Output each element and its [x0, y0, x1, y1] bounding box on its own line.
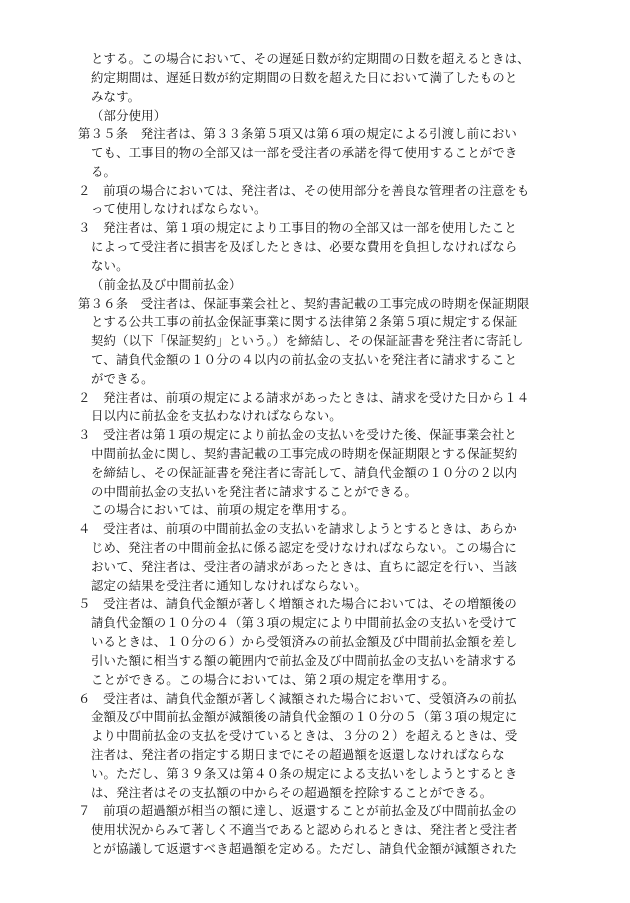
- text-line: 使用状況からみて著しく不適当であると認められるときは、発注者と受注者: [91, 822, 518, 837]
- text-line: とが協議して返還すべき超過額を定める。ただし、請負代金額が減額された: [91, 841, 518, 856]
- section-heading: （前金払及び中間前払金）: [91, 277, 242, 292]
- text-line: によって受注者に損害を及ぼしたときは、必要な費用を負担しなければなら: [91, 239, 518, 254]
- paragraph-start: ５ 受注者は、請負代金額が著しく増額された場合においては、その増額後の: [78, 596, 517, 611]
- text-line: を締結し、その保証証書を発注者に寄託して、請負代金額の１０分の２以内: [91, 465, 518, 480]
- text-line: い。ただし、第３９条又は第４０条の規定による支払いをしようとするとき: [91, 766, 518, 781]
- text-line: 金額及び中間前払金額が減額後の請負代金額の１０分の５（第３項の規定に: [91, 709, 518, 724]
- text-line: 日以内に前払金を支払わなければならない。: [91, 408, 342, 423]
- text-line: じめ、発注者の中間前金払に係る認定を受けなければならない。この場合に: [91, 540, 517, 555]
- text-line: ができる。: [91, 371, 154, 386]
- paragraph-start: ４ 受注者は、前項の中間前払金の支払いを請求しようとするときは、あらか: [78, 521, 517, 536]
- text-line: 引いた額に相当する額の範囲内で前払金及び中間前払金の支払いを請求する: [91, 653, 518, 668]
- paragraph-start: ３ 発注者は、第１項の規定により工事目的物の全部又は一部を使用したこと: [78, 220, 517, 235]
- article-heading: 第３６条 受注者は、保証事業会社と、契約書記載の工事完成の時期を保証期限: [78, 296, 530, 311]
- text-line: この場合においては、前項の規定を準用する。: [91, 502, 355, 517]
- text-line: る。: [91, 164, 117, 179]
- text-line: ことができる。この場合においては、第２項の規定を準用する。: [91, 672, 455, 687]
- text-line: おいて、発注者は、受注者の請求があったときは、直ちに認定を行い、当該: [91, 559, 518, 574]
- text-line: 認定の結果を受注者に通知しなければならない。: [91, 578, 367, 593]
- text-line: より中間前払金の支払を受けているときは、３分の２）を超えるときは、受: [91, 728, 518, 743]
- text-line: とする公共工事の前払金保証事業に関する法律第２条第５項に規定する保証: [91, 314, 518, 329]
- section-heading: （部分使用）: [91, 108, 167, 123]
- paragraph-start: ３ 受注者は第１項の規定により前払金の支払いを受けた後、保証事業会社と: [78, 427, 517, 442]
- text-line: みなす。: [91, 89, 141, 104]
- paragraph-start: ７ 前項の超過額が相当の額に達し、返還することが前払金及び中間前払金の: [78, 803, 517, 818]
- text-line: とする。この場合において、その遅延日数が約定期間の日数を超えるときは、: [91, 51, 530, 66]
- text-line: て、請負代金額の１０分の４以内の前払金の支払いを発注者に請求すること: [91, 352, 518, 367]
- text-line: 中間前払金に関し、契約書記載の工事完成の時期を保証期限とする保証契約: [91, 446, 518, 461]
- text-line: 請負代金額の１０分の４（第３項の規定により中間前払金の支払いを受けて: [91, 615, 518, 630]
- text-line: 注者は、発注者の指定する期日までにその超過額を返還しなければならな: [91, 747, 505, 762]
- text-line: ない。: [91, 258, 129, 273]
- text-line: 約定期間は、遅延日数が約定期間の日数を超えた日において満了したものと: [91, 70, 518, 85]
- text-line: って使用しなければならない。: [91, 201, 267, 216]
- text-line: いるときは、１０分の６）から受領済みの前払金額及び中間前払金額を差し: [91, 634, 518, 649]
- text-line: の中間前払金の支払いを発注者に請求することができる。: [91, 484, 418, 499]
- text-line: 契約（以下「保証契約」という。）を締結し、その保証証書を発注者に寄託し: [91, 333, 524, 348]
- paragraph-start: ６ 受注者は、請負代金額が著しく減額された場合において、受領済みの前払: [78, 691, 517, 706]
- paragraph-start: ２ 前項の場合においては、発注者は、その使用部分を善良な管理者の注意をも: [78, 183, 530, 198]
- article-heading: 第３５条 発注者は、第３３条第５項又は第６項の規定による引渡し前におい: [78, 126, 517, 141]
- paragraph-start: ２ 発注者は、前項の規定による請求があったときは、請求を受けた日から１４: [78, 390, 530, 405]
- text-line: は、発注者はその支払額の中からその超過額を控除することができる。: [91, 785, 493, 800]
- text-line: ても、工事目的物の全部又は一部を受注者の承諾を得て使用することができ: [91, 145, 518, 160]
